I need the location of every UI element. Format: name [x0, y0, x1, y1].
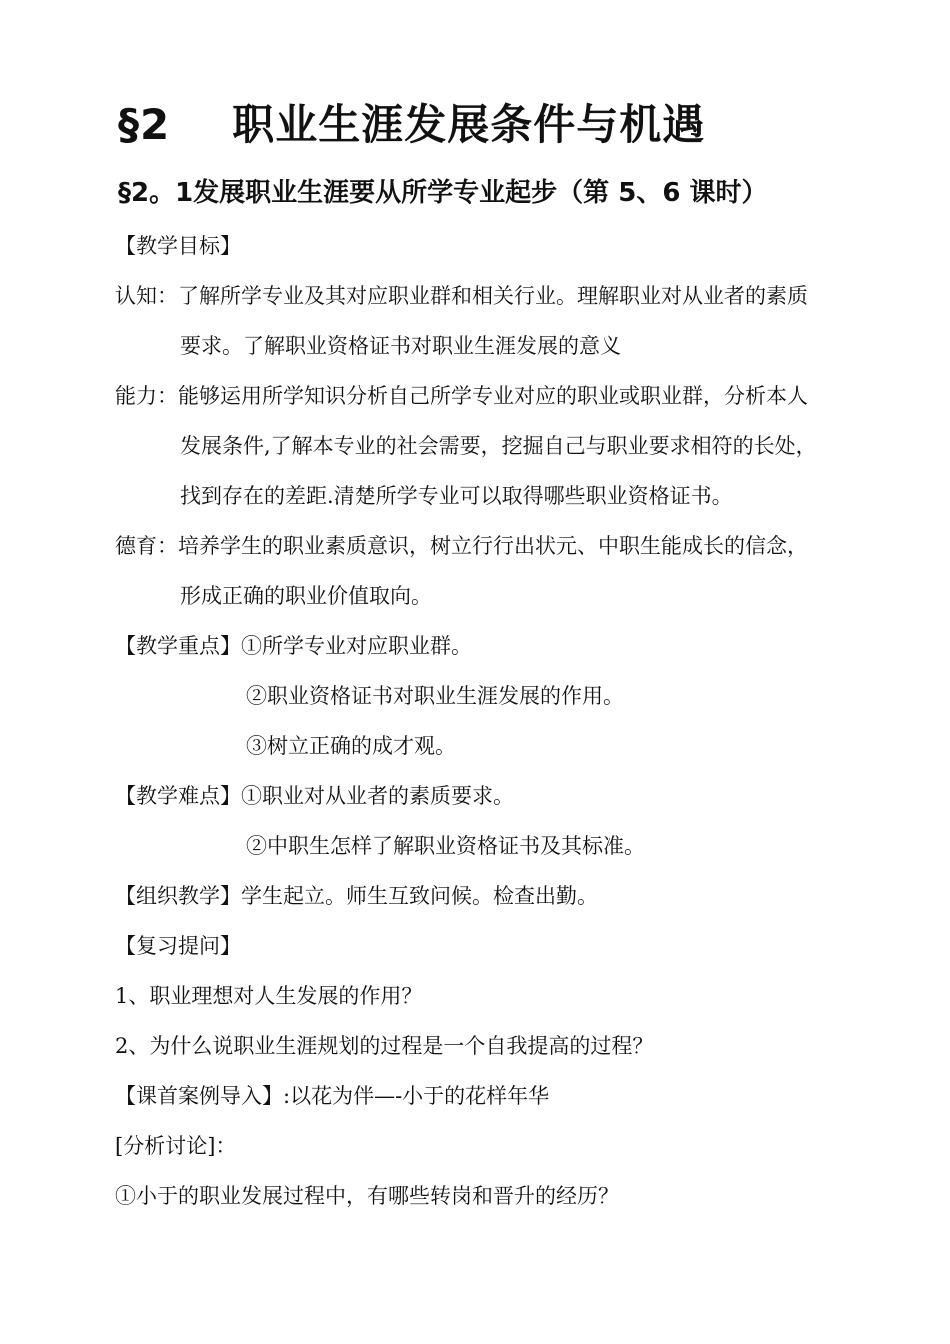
difficulty-line-2: ②中职生怎样了解职业资格证书及其标准。 [246, 834, 645, 858]
ability-line-1: 能力：能够运用所学知识分析自己所学专业对应的职业或职业群，分析本人 [115, 384, 808, 408]
moral-line-2: 形成正确的职业价值取向。 [180, 584, 432, 608]
chapter-title-text: 职业生涯发展条件与机遇 [232, 100, 706, 149]
section-subtitle: §2。1发展职业生涯要从所学专业起步（第 5、6 课时） [118, 178, 768, 208]
case-intro: 【课首案例导入】:以花为伴—-小于的花样年华 [115, 1084, 550, 1108]
ability-line-3: 找到存在的差距.清楚所学专业可以取得哪些职业资格证书。 [180, 484, 733, 508]
review-heading: 【复习提问】 [115, 934, 241, 958]
review-question-2: 2、为什么说职业生涯规划的过程是一个自我提高的过程？ [115, 1034, 654, 1058]
difficulty-line-1: 【教学难点】①职业对从业者的素质要求。 [115, 784, 514, 808]
key-points-line-1: 【教学重点】①所学专业对应职业群。 [115, 634, 472, 658]
chapter-title [118, 92, 705, 152]
key-points-line-2: ②职业资格证书对职业生涯发展的作用。 [246, 684, 624, 708]
review-question-1: 1、职业理想对人生发展的作用？ [115, 984, 423, 1008]
ability-line-2: 发展条件,了解本专业的社会需要，挖掘自己与职业要求相符的长处， [180, 434, 817, 458]
moral-line-1: 德育：培养学生的职业素质意识，树立行行出状元、中职生能成长的信念， [115, 534, 808, 558]
discussion-question-1: ①小于的职业发展过程中，有哪些转岗和晋升的经历？ [115, 1184, 619, 1208]
chapter-section-mark: §2 [118, 100, 171, 149]
objectives-heading: 【教学目标】 [115, 234, 241, 258]
cognition-line-1: 认知：了解所学专业及其对应职业群和相关行业。理解职业对从业者的素质 [115, 284, 808, 308]
cognition-line-2: 要求。了解职业资格证书对职业生涯发展的意义 [180, 334, 621, 358]
organize-teaching: 【组织教学】学生起立。师生互致问候。检查出勤。 [115, 884, 598, 908]
key-points-line-3: ③树立正确的成才观。 [246, 734, 456, 758]
discussion-heading: [分析讨论]： [115, 1134, 237, 1158]
